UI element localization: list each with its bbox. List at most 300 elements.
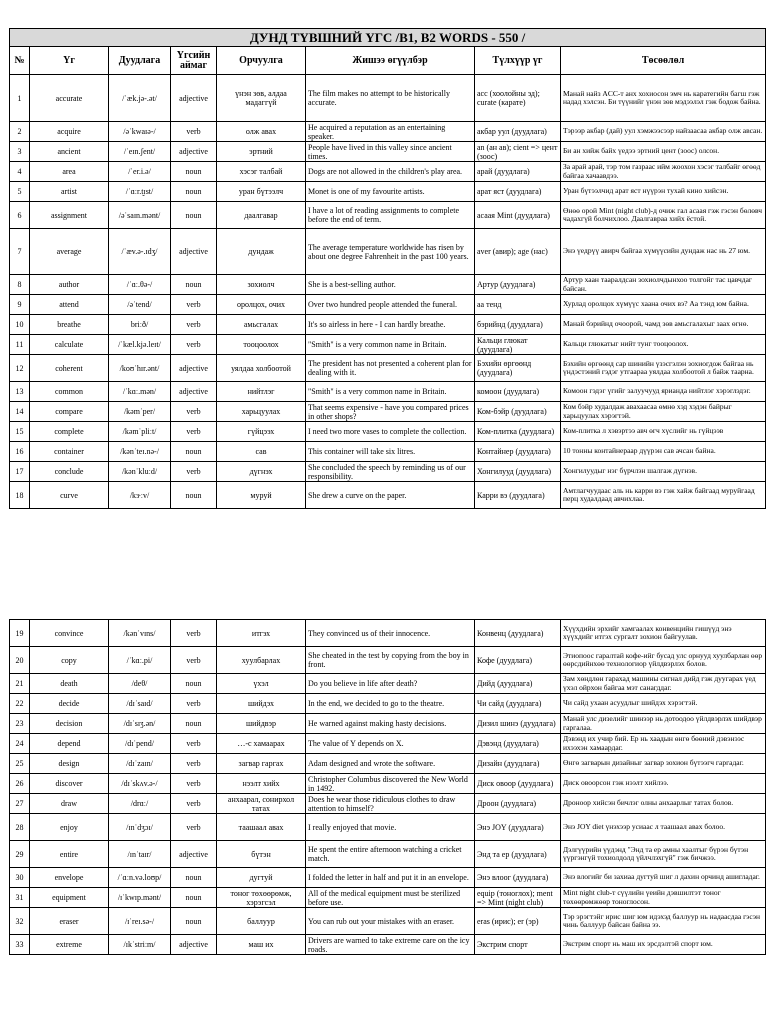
row-example: It's so airless in here - I can hardly breathe.	[306, 315, 475, 335]
row-key-word: арай (дуудлага)	[475, 162, 561, 182]
row-part-of-speech: verb	[171, 620, 217, 647]
row-example: Monet is one of my favourite artists.	[306, 182, 475, 202]
row-number: 9	[10, 295, 30, 315]
row-part-of-speech: verb	[171, 794, 217, 814]
row-translation: загвар гаргах	[217, 754, 306, 774]
row-number: 6	[10, 202, 30, 229]
row-translation: харьцуулах	[217, 402, 306, 422]
row-imagination: Этиопоос гаралтай кофе-ийг бусад улс орнууд хуулбарлан өөр өөрсдийнхөө технологиор үйлдвэрлэх болов.	[561, 647, 766, 674]
header-key-word: Түлхүүр үг	[475, 47, 561, 75]
header-example: Жишээ өгүүлбэр	[306, 47, 475, 75]
row-pronunciation: /dɪˈzaɪn/	[109, 754, 171, 774]
row-example: She is a best-selling author.	[306, 275, 475, 295]
table-row	[10, 774, 766, 794]
row-part-of-speech: adjective	[171, 935, 217, 955]
vocab-table-2	[9, 619, 766, 955]
row-translation: амьсгалах	[217, 315, 306, 335]
row-example: He acquired a reputation as an entertaining speaker.	[306, 122, 475, 142]
row-key-word: Контайнер (дуудлага)	[475, 442, 561, 462]
row-imagination: Комоон гэдэг үгийг залуучууд ярианда нийтлэг хэрэглэдэг.	[561, 382, 766, 402]
row-number: 17	[10, 462, 30, 482]
row-pronunciation: /deθ/	[109, 674, 171, 694]
row-key-word: Чи сайд (дуудлага)	[475, 694, 561, 714]
row-word: convince	[30, 620, 109, 647]
row-example: Christopher Columbus discovered the New World in 1492.	[306, 774, 475, 794]
row-part-of-speech: noun	[171, 182, 217, 202]
row-word: complete	[30, 422, 109, 442]
row-number: 3	[10, 142, 30, 162]
row-word: decide	[30, 694, 109, 714]
table-row	[10, 647, 766, 674]
row-translation: даалгавар	[217, 202, 306, 229]
row-number: 11	[10, 335, 30, 355]
row-example: I need two more vases to complete the collection.	[306, 422, 475, 442]
row-number: 18	[10, 482, 30, 509]
row-number: 26	[10, 774, 30, 794]
row-example: This container will take six litres.	[306, 442, 475, 462]
row-key-word: Энэ JOY (дуудлага)	[475, 814, 561, 841]
row-example: That seems expensive - have you compared prices in other shops?	[306, 402, 475, 422]
header-translation: Орчуулга	[217, 47, 306, 75]
row-word: decision	[30, 714, 109, 734]
row-part-of-speech: verb	[171, 335, 217, 355]
row-word: ancient	[30, 142, 109, 162]
row-example: "Smith" is a very common name in Britain.	[306, 335, 475, 355]
row-pronunciation: /dɪˈpend/	[109, 734, 171, 754]
row-number: 25	[10, 754, 30, 774]
row-pronunciation: /ˈɑːr.t̬ɪst/	[109, 182, 171, 202]
row-number: 33	[10, 935, 30, 955]
row-example: He spent the entire afternoon watching a cricket match.	[306, 841, 475, 868]
row-imagination: Өнгө загварын дизайныг загвар зохион бүтээгч гаргадаг.	[561, 754, 766, 774]
row-imagination: Хүүхдийн эрхийг хамгаалах конвенцийн гишүүд энэ хүүхдийг итгэх сургалт зохион байгуулав.	[561, 620, 766, 647]
row-word: common	[30, 382, 109, 402]
row-word: calculate	[30, 335, 109, 355]
table-row	[10, 122, 766, 142]
row-translation: гүйцээх	[217, 422, 306, 442]
vocab-table-1	[9, 28, 766, 509]
table-row	[10, 335, 766, 355]
row-key-word: Дизил шинэ (дуудлага)	[475, 714, 561, 734]
row-pronunciation: /ɪˈkwɪp.mənt/	[109, 888, 171, 908]
table-row	[10, 275, 766, 295]
table-row	[10, 734, 766, 754]
row-example: I folded the letter in half and put it in an envelope.	[306, 868, 475, 888]
table-row	[10, 182, 766, 202]
row-number: 15	[10, 422, 30, 442]
table-row	[10, 229, 766, 275]
row-part-of-speech: verb	[171, 814, 217, 841]
row-imagination: Чи сайд ухаан асуудлыг шийдэх хэрэгтэй.	[561, 694, 766, 714]
row-pronunciation: /kənˈkluːd/	[109, 462, 171, 482]
row-example: She cheated in the test by copying from the boy in front.	[306, 647, 475, 674]
row-number: 20	[10, 647, 30, 674]
row-pronunciation: /drɑː/	[109, 794, 171, 814]
table-row	[10, 908, 766, 935]
row-key-word: Бэхийн өргөөнд (дуудлага)	[475, 355, 561, 382]
row-example: I have a lot of reading assignments to complete before the end of term.	[306, 202, 475, 229]
row-pronunciation: /əˈtend/	[109, 295, 171, 315]
row-imagination: Энэ үедрүү авирч байгаа хүмүүсийн дундаж нас нь 27 юм.	[561, 229, 766, 275]
row-pronunciation: /ɪkˈstriːm/	[109, 935, 171, 955]
row-number: 23	[10, 714, 30, 734]
row-pronunciation: briːð/	[109, 315, 171, 335]
row-number: 28	[10, 814, 30, 841]
row-imagination: Амтлагчуудаас аль нь карри вэ гэж хайж байгаад муруйгаад перц худалдаад авчихлаа.	[561, 482, 766, 509]
row-imagination: Өнөө орой Mint (night club)-д очиж гал асаая гэж гэсэн бөлөвч чадахгүй болчихлоо. Даалгавраа хийх ёстой.	[561, 202, 766, 229]
row-part-of-speech: noun	[171, 482, 217, 509]
row-part-of-speech: verb	[171, 295, 217, 315]
row-translation: итгэх	[217, 620, 306, 647]
header-word: Үг	[30, 47, 109, 75]
table-row	[10, 754, 766, 774]
row-imagination: Дэвэнд их учир бий. Ер нь хаадын өнгө бөөний дэвэнээс ихээхэн хамаардаг.	[561, 734, 766, 754]
row-example: You can rub out your mistakes with an eraser.	[306, 908, 475, 935]
row-imagination: Дэлгүүрийн үүдэнд "Энд та ер амны хаалтыг бүрэн бүтэн үүргэнгүй тохиолдолд үйлчлэхгүй" гэж бичжээ.	[561, 841, 766, 868]
row-word: container	[30, 442, 109, 462]
row-example: They convinced us of their innocence.	[306, 620, 475, 647]
row-part-of-speech: verb	[171, 462, 217, 482]
row-key-word: акбар уул (дуудлага)	[475, 122, 561, 142]
row-pronunciation: /dɪˈsɪʒ.ən/	[109, 714, 171, 734]
table-row	[10, 442, 766, 462]
row-translation: үнэн зөв, алдаа мадаггүй	[217, 75, 306, 122]
row-translation: тоног төхөөрөмж, хэрэгсэл	[217, 888, 306, 908]
header-row	[10, 47, 766, 75]
row-number: 2	[10, 122, 30, 142]
row-key-word: комоон (дуудлага)	[475, 382, 561, 402]
row-word: entire	[30, 841, 109, 868]
vocab-sheet-2	[9, 619, 765, 955]
row-translation: уран бүтээлч	[217, 182, 306, 202]
row-key-word: Дийд (дуудлага)	[475, 674, 561, 694]
row-pronunciation: /dɪˈsaɪd/	[109, 694, 171, 714]
row-translation: бүтэн	[217, 841, 306, 868]
row-pronunciation: /kənˈvɪns/	[109, 620, 171, 647]
row-word: death	[30, 674, 109, 694]
row-number: 12	[10, 355, 30, 382]
row-word: copy	[30, 647, 109, 674]
row-translation: үхэл	[217, 674, 306, 694]
row-example: The value of Y depends on X.	[306, 734, 475, 754]
row-translation: олж авах	[217, 122, 306, 142]
row-pronunciation: /ɪnˈtaɪr/	[109, 841, 171, 868]
row-pronunciation: /kəmˈper/	[109, 402, 171, 422]
row-imagination: Ком бэйр худалдаж авахаасаа өмнө хэд хэдэн байрыг харьцуулах хэрэгтэй.	[561, 402, 766, 422]
row-number: 24	[10, 734, 30, 754]
row-imagination: Бэхийн өргөөнд сар шинийн үзэсгэлэн зохиогдож байгаа нь үндэстэний гэдэг утгаараа уялдаа холбоотой л байж таарна.	[561, 355, 766, 382]
row-translation: баллуур	[217, 908, 306, 935]
row-imagination: Манай найз ACC-т анх хохиосон эмч нь каратегийн багш гэж надад хэлсэн. Би түүнийг үнэн зөв мэдээлэл гэж бодож байна.	[561, 75, 766, 122]
row-number: 32	[10, 908, 30, 935]
row-imagination: Тэрээр акбар (дай) уул хэмжээсээр найзаасаа акбар олж авсан.	[561, 122, 766, 142]
header-number: №	[10, 47, 30, 75]
row-pronunciation: /ˈæk.jə-.ət/	[109, 75, 171, 122]
row-example: She concluded the speech by reminding us of our responsibility.	[306, 462, 475, 482]
row-pronunciation: /ˈkɑː.mən/	[109, 382, 171, 402]
row-key-word: Конвенц (дуудлага)	[475, 620, 561, 647]
row-part-of-speech: adjective	[171, 355, 217, 382]
row-translation: сав	[217, 442, 306, 462]
row-example: Over two hundred people attended the funeral.	[306, 295, 475, 315]
row-example: People have lived in this valley since ancient times.	[306, 142, 475, 162]
table-row	[10, 888, 766, 908]
row-number: 10	[10, 315, 30, 335]
row-part-of-speech: noun	[171, 674, 217, 694]
row-part-of-speech: verb	[171, 694, 217, 714]
row-example: Drivers are warned to take extreme care on the icy roads.	[306, 935, 475, 955]
row-word: depend	[30, 734, 109, 754]
row-part-of-speech: noun	[171, 162, 217, 182]
row-translation: шийдвэр	[217, 714, 306, 734]
row-number: 16	[10, 442, 30, 462]
row-word: equipment	[30, 888, 109, 908]
row-imagination: Кальци глюкатыг нийт тунг тооцоолох.	[561, 335, 766, 355]
header-imagination: Төсөөлөл	[561, 47, 766, 75]
table-row	[10, 162, 766, 182]
row-word: author	[30, 275, 109, 295]
row-number: 22	[10, 694, 30, 714]
row-part-of-speech: noun	[171, 202, 217, 229]
row-example: "Smith" is a very common name in Britain.	[306, 382, 475, 402]
row-part-of-speech: noun	[171, 888, 217, 908]
table-row	[10, 295, 766, 315]
row-part-of-speech: verb	[171, 647, 217, 674]
row-key-word: бэрийнд (дуудлага)	[475, 315, 561, 335]
row-pronunciation: /əˈkwaɪə-/	[109, 122, 171, 142]
row-part-of-speech: noun	[171, 868, 217, 888]
row-pronunciation: /kɝːv/	[109, 482, 171, 509]
row-key-word: Дроон (дуудлага)	[475, 794, 561, 814]
row-part-of-speech: verb	[171, 402, 217, 422]
row-example: I really enjoyed that movie.	[306, 814, 475, 841]
row-imagination: Диск овоорсон гэж нээлт хийлээ.	[561, 774, 766, 794]
row-pronunciation: /ˈæv.ə-.ɪdʒ/	[109, 229, 171, 275]
row-imagination: Тэр эрэгтэйг ирис шиг юм идэхэд баллуур нь надаасдаа гэсэн чинь баллуур байсан байна ээ.	[561, 908, 766, 935]
row-part-of-speech: verb	[171, 754, 217, 774]
row-number: 7	[10, 229, 30, 275]
row-key-word: acc (хоолойны эд); curate (карате)	[475, 75, 561, 122]
row-key-word: Ком-бэйр (дуудлага)	[475, 402, 561, 422]
row-key-word: асаая Mint (дуудлага)	[475, 202, 561, 229]
row-key-word: an (ан ав); cient => цент (зоос)	[475, 142, 561, 162]
row-imagination: Ком-плитка л хэвэртээ авч өгч хүслийг нь гүйцээв	[561, 422, 766, 442]
row-word: draw	[30, 794, 109, 814]
table-row	[10, 482, 766, 509]
row-pronunciation: /ˈkɑː.pi/	[109, 647, 171, 674]
row-example: She drew a curve on the paper.	[306, 482, 475, 509]
row-word: attend	[30, 295, 109, 315]
row-word: conclude	[30, 462, 109, 482]
row-word: average	[30, 229, 109, 275]
table-row	[10, 462, 766, 482]
row-part-of-speech: verb	[171, 422, 217, 442]
row-part-of-speech: noun	[171, 275, 217, 295]
row-part-of-speech: adjective	[171, 142, 217, 162]
row-translation: муруй	[217, 482, 306, 509]
row-imagination: Манай бэрийнд очоорой, чамд зөв амьсгалахыг заах өгнө.	[561, 315, 766, 335]
row-example: The average temperature worldwide has risen by about one degree Fahrenheit in the past 100 years.	[306, 229, 475, 275]
row-part-of-speech: noun	[171, 908, 217, 935]
row-key-word: аа тенд	[475, 295, 561, 315]
row-word: artist	[30, 182, 109, 202]
table-row	[10, 714, 766, 734]
row-word: compare	[30, 402, 109, 422]
row-key-word: Энэ влоог (дуудлага)	[475, 868, 561, 888]
row-pronunciation: /ɪˈreɪ.sə-/	[109, 908, 171, 935]
row-pronunciation: /ˈɑːn.və.loʊp/	[109, 868, 171, 888]
row-number: 19	[10, 620, 30, 647]
row-word: acquire	[30, 122, 109, 142]
row-pronunciation: /ˈɑː.θə-/	[109, 275, 171, 295]
row-imagination: Хонгилуудыг нэг бүрчлэн шалгаж дүгнэв.	[561, 462, 766, 482]
table-row	[10, 315, 766, 335]
row-number: 5	[10, 182, 30, 202]
row-word: coherent	[30, 355, 109, 382]
row-example: In the end, we decided to go to the theatre.	[306, 694, 475, 714]
row-number: 29	[10, 841, 30, 868]
row-example: The president has not presented a coherent plan for dealing with it.	[306, 355, 475, 382]
row-translation: анхаарал, сонирхол татах	[217, 794, 306, 814]
row-imagination: Энэ JOY diet үнэхээр усиаас л таашаал авах болоо.	[561, 814, 766, 841]
row-imagination: Дроноор хийсэн бичлэг олны анхаарлыг татах болов.	[561, 794, 766, 814]
row-part-of-speech: adjective	[171, 75, 217, 122]
row-key-word: Экстрим спорт	[475, 935, 561, 955]
row-number: 8	[10, 275, 30, 295]
row-imagination: 10 тонны контайнераар дүүрэн сав ачсан байна.	[561, 442, 766, 462]
row-translation: таашаал авах	[217, 814, 306, 841]
row-number: 1	[10, 75, 30, 122]
row-word: discover	[30, 774, 109, 794]
row-pronunciation: /kənˈteɪ.nə-/	[109, 442, 171, 462]
row-imagination: Хурлад оролцох хүмүүс хаана очих вэ? Аа тэнд юм байна.	[561, 295, 766, 315]
row-pronunciation: /koʊˈhɪr.ənt/	[109, 355, 171, 382]
row-key-word: Энд та ер (дуудлага)	[475, 841, 561, 868]
row-translation: шийдэх	[217, 694, 306, 714]
row-key-word: арат яст (дуудлага)	[475, 182, 561, 202]
row-example: Adam designed and wrote the software.	[306, 754, 475, 774]
table-row	[10, 142, 766, 162]
row-key-word: aver (авир); age (нас)	[475, 229, 561, 275]
row-translation: эртний	[217, 142, 306, 162]
row-example: All of the medical equipment must be sterilized before use.	[306, 888, 475, 908]
row-key-word: Диск овоор (дуудлага)	[475, 774, 561, 794]
row-word: breathe	[30, 315, 109, 335]
page-title: ДУНД ТҮВШНИЙ ҮГС /B1, B2 WORDS - 550 /	[10, 29, 766, 47]
row-key-word: Дэвэнд (дуудлага)	[475, 734, 561, 754]
row-part-of-speech: adjective	[171, 841, 217, 868]
row-part-of-speech: noun	[171, 442, 217, 462]
row-key-word: Кальци глюкат (дуудлага)	[475, 335, 561, 355]
table-row	[10, 355, 766, 382]
row-translation: тооцоолох	[217, 335, 306, 355]
row-imagination: За арай арай, тэр том газраас ийм жоохон хэсэг талбайг өгөөд байгаа хачаавдээ.	[561, 162, 766, 182]
row-example: Do you believe in life after death?	[306, 674, 475, 694]
row-number: 27	[10, 794, 30, 814]
row-word: accurate	[30, 75, 109, 122]
row-translation: нийтлэг	[217, 382, 306, 402]
row-word: curve	[30, 482, 109, 509]
row-part-of-speech: verb	[171, 315, 217, 335]
table-row	[10, 794, 766, 814]
row-part-of-speech: verb	[171, 734, 217, 754]
row-imagination: Mint night club-т сүүлийн үеийн дэвшилтэт тоног төхөөрөмжөөр тоноглосон.	[561, 888, 766, 908]
row-key-word: Хонгилууд (дуудлага)	[475, 462, 561, 482]
row-key-word: Дизайн (дуудлага)	[475, 754, 561, 774]
row-pronunciation: /ɪnˈdʒɔɪ/	[109, 814, 171, 841]
row-number: 30	[10, 868, 30, 888]
header-pronunciation: Дуудлага	[109, 47, 171, 75]
table-row	[10, 202, 766, 229]
row-translation: зохиолч	[217, 275, 306, 295]
table-row	[10, 935, 766, 955]
table-row	[10, 620, 766, 647]
row-translation: нээлт хийх	[217, 774, 306, 794]
row-imagination: Манай улс дизелийг шинээр нь дотоодоо үйлдвэрлэх шийдвэр гаргалаа.	[561, 714, 766, 734]
table-row	[10, 382, 766, 402]
row-key-word: Кофе (дуудлага)	[475, 647, 561, 674]
row-number: 14	[10, 402, 30, 422]
row-word: extreme	[30, 935, 109, 955]
row-translation: оролцох, очих	[217, 295, 306, 315]
row-pronunciation: /ˈer.i.ə/	[109, 162, 171, 182]
row-part-of-speech: verb	[171, 774, 217, 794]
table-row	[10, 422, 766, 442]
row-translation: хуулбарлах	[217, 647, 306, 674]
row-imagination: Зам хөндлөн гарахад машины сигнал дийд гэж дуугарах үед үхэл ойрхон байгаа мэт санагддаг.	[561, 674, 766, 694]
row-word: area	[30, 162, 109, 182]
row-word: eraser	[30, 908, 109, 935]
row-word: assignment	[30, 202, 109, 229]
row-imagination: Би ан хийж байх үедээ эртний цент (зоос) олсон.	[561, 142, 766, 162]
table-row	[10, 868, 766, 888]
row-number: 4	[10, 162, 30, 182]
header-part-of-speech: Үгсийн аймаг	[171, 47, 217, 75]
row-part-of-speech: noun	[171, 714, 217, 734]
row-word: envelope	[30, 868, 109, 888]
row-pronunciation: /əˈsaɪn.mənt/	[109, 202, 171, 229]
row-example: The film makes no attempt to be historically accurate.	[306, 75, 475, 122]
row-part-of-speech: adjective	[171, 229, 217, 275]
row-part-of-speech: verb	[171, 122, 217, 142]
table-row	[10, 75, 766, 122]
row-key-word: eras (ирис); er (эр)	[475, 908, 561, 935]
row-key-word: Ком-плитка (дуудлага)	[475, 422, 561, 442]
row-key-word: Артур (дуудлага)	[475, 275, 561, 295]
row-pronunciation: /ˈkæl.kjə.leɪt/	[109, 335, 171, 355]
row-translation: уялдаа холбоотой	[217, 355, 306, 382]
row-translation: маш их	[217, 935, 306, 955]
row-translation: хэсэг талбай	[217, 162, 306, 182]
table-row	[10, 402, 766, 422]
row-imagination: Артур хаан тааралдсан зохиолчдынхоо толгойг тас цавчдаг байсан.	[561, 275, 766, 295]
row-word: enjoy	[30, 814, 109, 841]
row-word: design	[30, 754, 109, 774]
row-imagination: Уран бүтээлчид арат яст нүүрэн тухай кино хийсэн.	[561, 182, 766, 202]
row-imagination: Экстрим спорт нь маш их эрсдэлтэй спорт юм.	[561, 935, 766, 955]
row-imagination: Энэ влогийг би захиаа дугтуй шиг л дахин орчинд ашигладаг.	[561, 868, 766, 888]
table-row	[10, 841, 766, 868]
row-key-word: Карри вэ (дуудлага)	[475, 482, 561, 509]
row-number: 31	[10, 888, 30, 908]
vocab-sheet-1	[9, 28, 765, 509]
row-translation: дугтуй	[217, 868, 306, 888]
row-pronunciation: /dɪˈskʌv.ə-/	[109, 774, 171, 794]
row-pronunciation: /ˈeɪn.ʃent/	[109, 142, 171, 162]
row-key-word: equip (тоноглох); ment => Mint (night club)	[475, 888, 561, 908]
row-number: 21	[10, 674, 30, 694]
row-translation: дүгнэх	[217, 462, 306, 482]
